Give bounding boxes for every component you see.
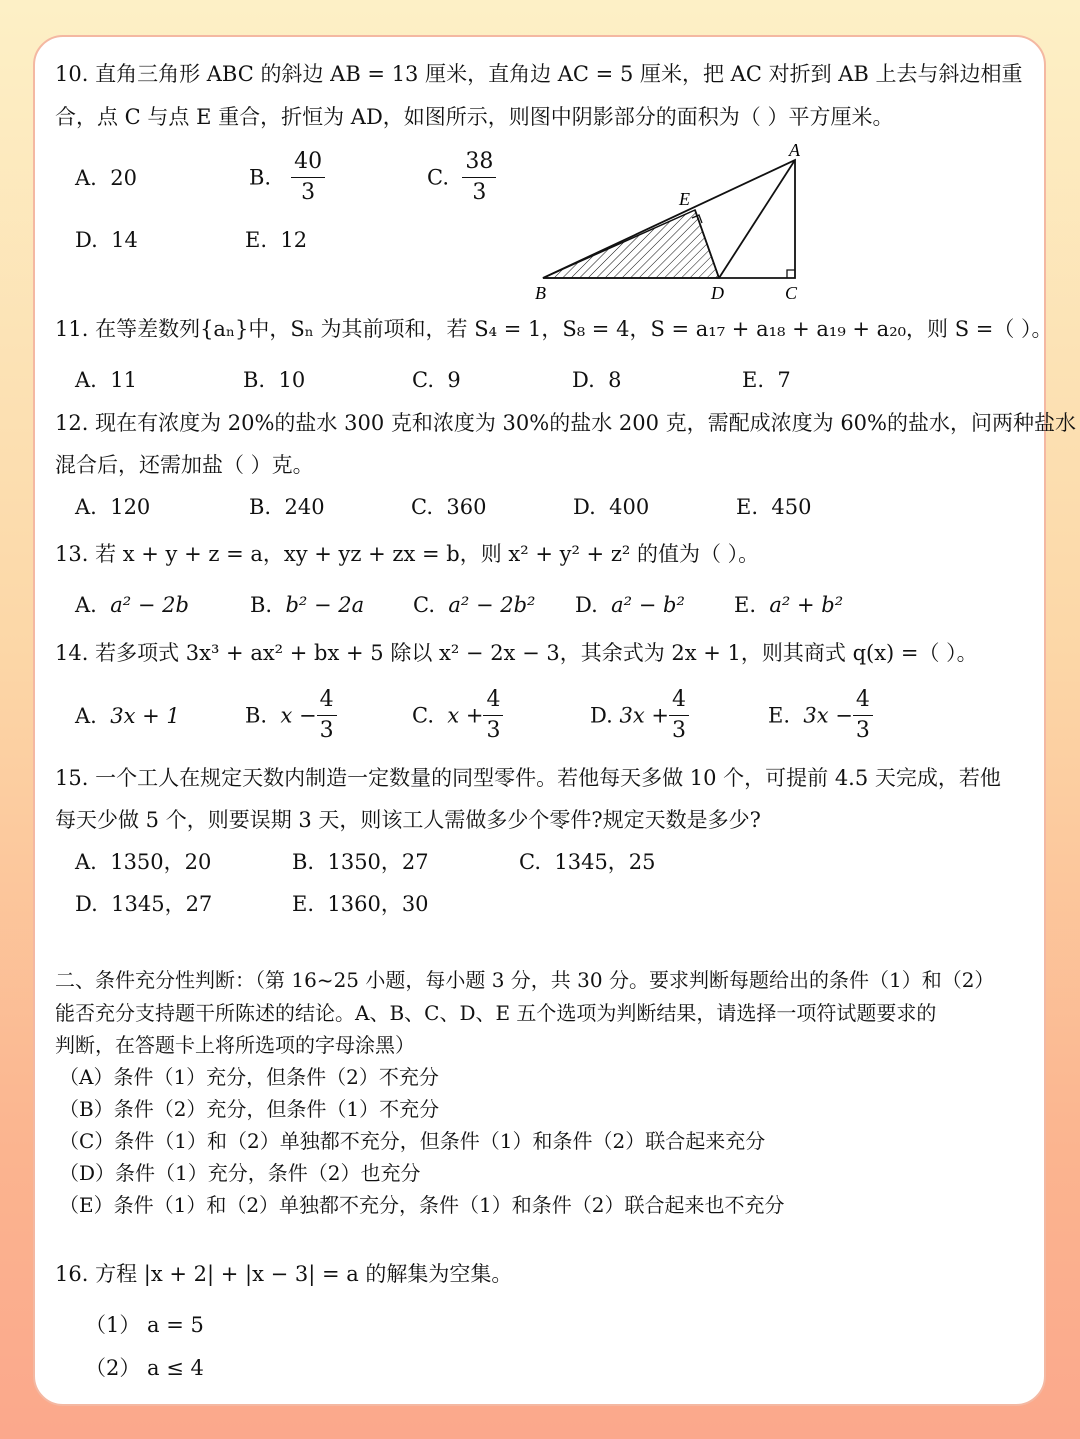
rule-b: （B）条件（2）充分，但条件（1）不充分 bbox=[59, 1097, 440, 1121]
q11-option-a[interactable]: A. 11 bbox=[75, 368, 137, 392]
q13-option-c[interactable]: C. a² − 2b² bbox=[413, 593, 536, 617]
q15-option-b[interactable]: B. 1350，27 bbox=[292, 850, 429, 874]
q12-option-a[interactable]: A. 120 bbox=[75, 495, 151, 519]
q15-option-d[interactable]: D. 1345，27 bbox=[75, 892, 213, 916]
q11-option-b[interactable]: B. 10 bbox=[243, 368, 306, 392]
q16-condition-1[interactable]: （1） a = 5 bbox=[85, 1313, 204, 1337]
q16-condition-2[interactable]: （2） a ≤ 4 bbox=[85, 1356, 204, 1380]
q11-text: 11. 在等差数列{aₙ}中，Sₙ 为其前项和，若 S₄ = 1，S₈ = 4，S = a₁₇ + a₁₈ + a₁₉ + a₂₀，则 S =（ ）。 bbox=[55, 317, 1053, 341]
q14-option-b[interactable]: B. x − $\frac{4}{3}$ bbox=[245, 685, 337, 746]
q11-option-e[interactable]: E. 7 bbox=[742, 368, 791, 392]
q15-line2: 每天少做 5 个，则要误期 3 天，则该工人需做多少个零件?规定天数是多少? bbox=[55, 808, 761, 832]
q14-text: 14. 若多项式 3x³ + ax² + bx + 5 除以 x² − 2x − 3，其余式为 2x + 1，则其商式 q(x) =（ ）。 bbox=[55, 641, 978, 665]
q13-text: 13. 若 x + y + z = a，xy + yz + zx = b，则 x² + y² + z² 的值为（ ）。 bbox=[55, 542, 760, 566]
q13-option-d[interactable]: D. a² − b² bbox=[575, 593, 685, 617]
q15-option-e[interactable]: E. 1360，30 bbox=[292, 892, 429, 916]
rule-d: （D）条件（1）充分，条件（2）也充分 bbox=[59, 1161, 421, 1185]
question-card bbox=[33, 35, 1076, 1406]
section2-intro-line2: 能否充分支持题干所陈述的结论。A、B、C、D、E 五个选项为判断结果，请选择一项符试题要求的 bbox=[55, 1001, 937, 1025]
q12-option-c[interactable]: C. 360 bbox=[411, 495, 487, 519]
q10-option-a[interactable]: A. 20 bbox=[75, 166, 137, 190]
q15-line1: 15. 一个工人在规定天数内制造一定数量的同型零件。若他每天多做 10 个，可提前 4.5 天完成，若他 bbox=[55, 766, 1001, 790]
label-e: E bbox=[679, 189, 690, 209]
rule-a: （A）条件（1）充分，但条件（2）不充分 bbox=[59, 1065, 439, 1089]
q11-option-d[interactable]: D. 8 bbox=[572, 368, 622, 392]
q10-option-d[interactable]: D. 14 bbox=[75, 228, 138, 252]
q12-line2: 混合后，还需加盐（ ）克。 bbox=[55, 453, 314, 477]
q15-option-c[interactable]: C. 1345，25 bbox=[519, 850, 656, 874]
q14-option-a[interactable]: A. 3x + 1 bbox=[75, 704, 180, 728]
q15-option-a[interactable]: A. 1350，20 bbox=[75, 850, 212, 874]
right-angle-c bbox=[787, 270, 795, 278]
q13-option-a[interactable]: A. a² − 2b bbox=[75, 593, 189, 617]
q13-option-e[interactable]: E. a² + b² bbox=[734, 593, 844, 617]
label-c: C bbox=[785, 283, 798, 303]
label-d: D bbox=[711, 283, 724, 303]
section2-intro-line3: 判断，在答题卡上将所选项的字母涂黑） bbox=[55, 1033, 415, 1057]
q13-option-b[interactable]: B. b² − 2a bbox=[250, 593, 365, 617]
section2-intro-line1: 二、条件充分性判断：（第 16~25 小题，每小题 3 分，共 30 分。要求判断每题给出的条件（1）和（2） bbox=[55, 968, 995, 992]
q10-line1: 10. 直角三角形 ABC 的斜边 AB = 13 厘米，直角边 AC = 5 厘米，把 AC 对折到 AB 上去与斜边相重 bbox=[55, 62, 1023, 86]
triangle-figure bbox=[525, 137, 825, 307]
q10-line2: 合，点 C 与点 E 重合，折恒为 AD，如图所示，则图中阴影部分的面积为（ ）平方厘米。 bbox=[55, 105, 894, 129]
q10-option-e[interactable]: E. 12 bbox=[245, 228, 308, 252]
q12-option-d[interactable]: D. 400 bbox=[573, 495, 650, 519]
shaded-region bbox=[543, 210, 719, 278]
q14-option-e[interactable]: E. 3x − $\frac{4}{3}$ bbox=[768, 685, 873, 746]
q10-option-c[interactable]: C. $\frac{38}{3}$ bbox=[427, 147, 496, 208]
label-a: A bbox=[789, 140, 800, 160]
rule-c: （C）条件（1）和（2）单独都不充分，但条件（1）和条件（2）联合起来充分 bbox=[59, 1129, 766, 1153]
q16-text: 16. 方程 |x + 2| + |x − 3| = a 的解集为空集。 bbox=[55, 1262, 513, 1286]
label-b: B bbox=[535, 283, 546, 303]
q11-option-c[interactable]: C. 9 bbox=[412, 368, 461, 392]
q10-option-b[interactable]: B. $\frac{40}{3}$ bbox=[249, 147, 325, 208]
q12-line1: 12. 现在有浓度为 20%的盐水 300 克和浓度为 30%的盐水 200 克，需配成浓度为 60%的盐水，问两种盐水 bbox=[55, 411, 1076, 435]
q12-option-b[interactable]: B. 240 bbox=[249, 495, 325, 519]
q14-option-c[interactable]: C. x + $\frac{4}{3}$ bbox=[412, 685, 503, 746]
q14-option-d[interactable]: D. 3x + $\frac{4}{3}$ bbox=[590, 685, 689, 746]
q12-option-e[interactable]: E. 450 bbox=[736, 495, 812, 519]
rule-e: （E）条件（1）和（2）单独都不充分，条件（1）和条件（2）联合起来也不充分 bbox=[59, 1193, 785, 1217]
